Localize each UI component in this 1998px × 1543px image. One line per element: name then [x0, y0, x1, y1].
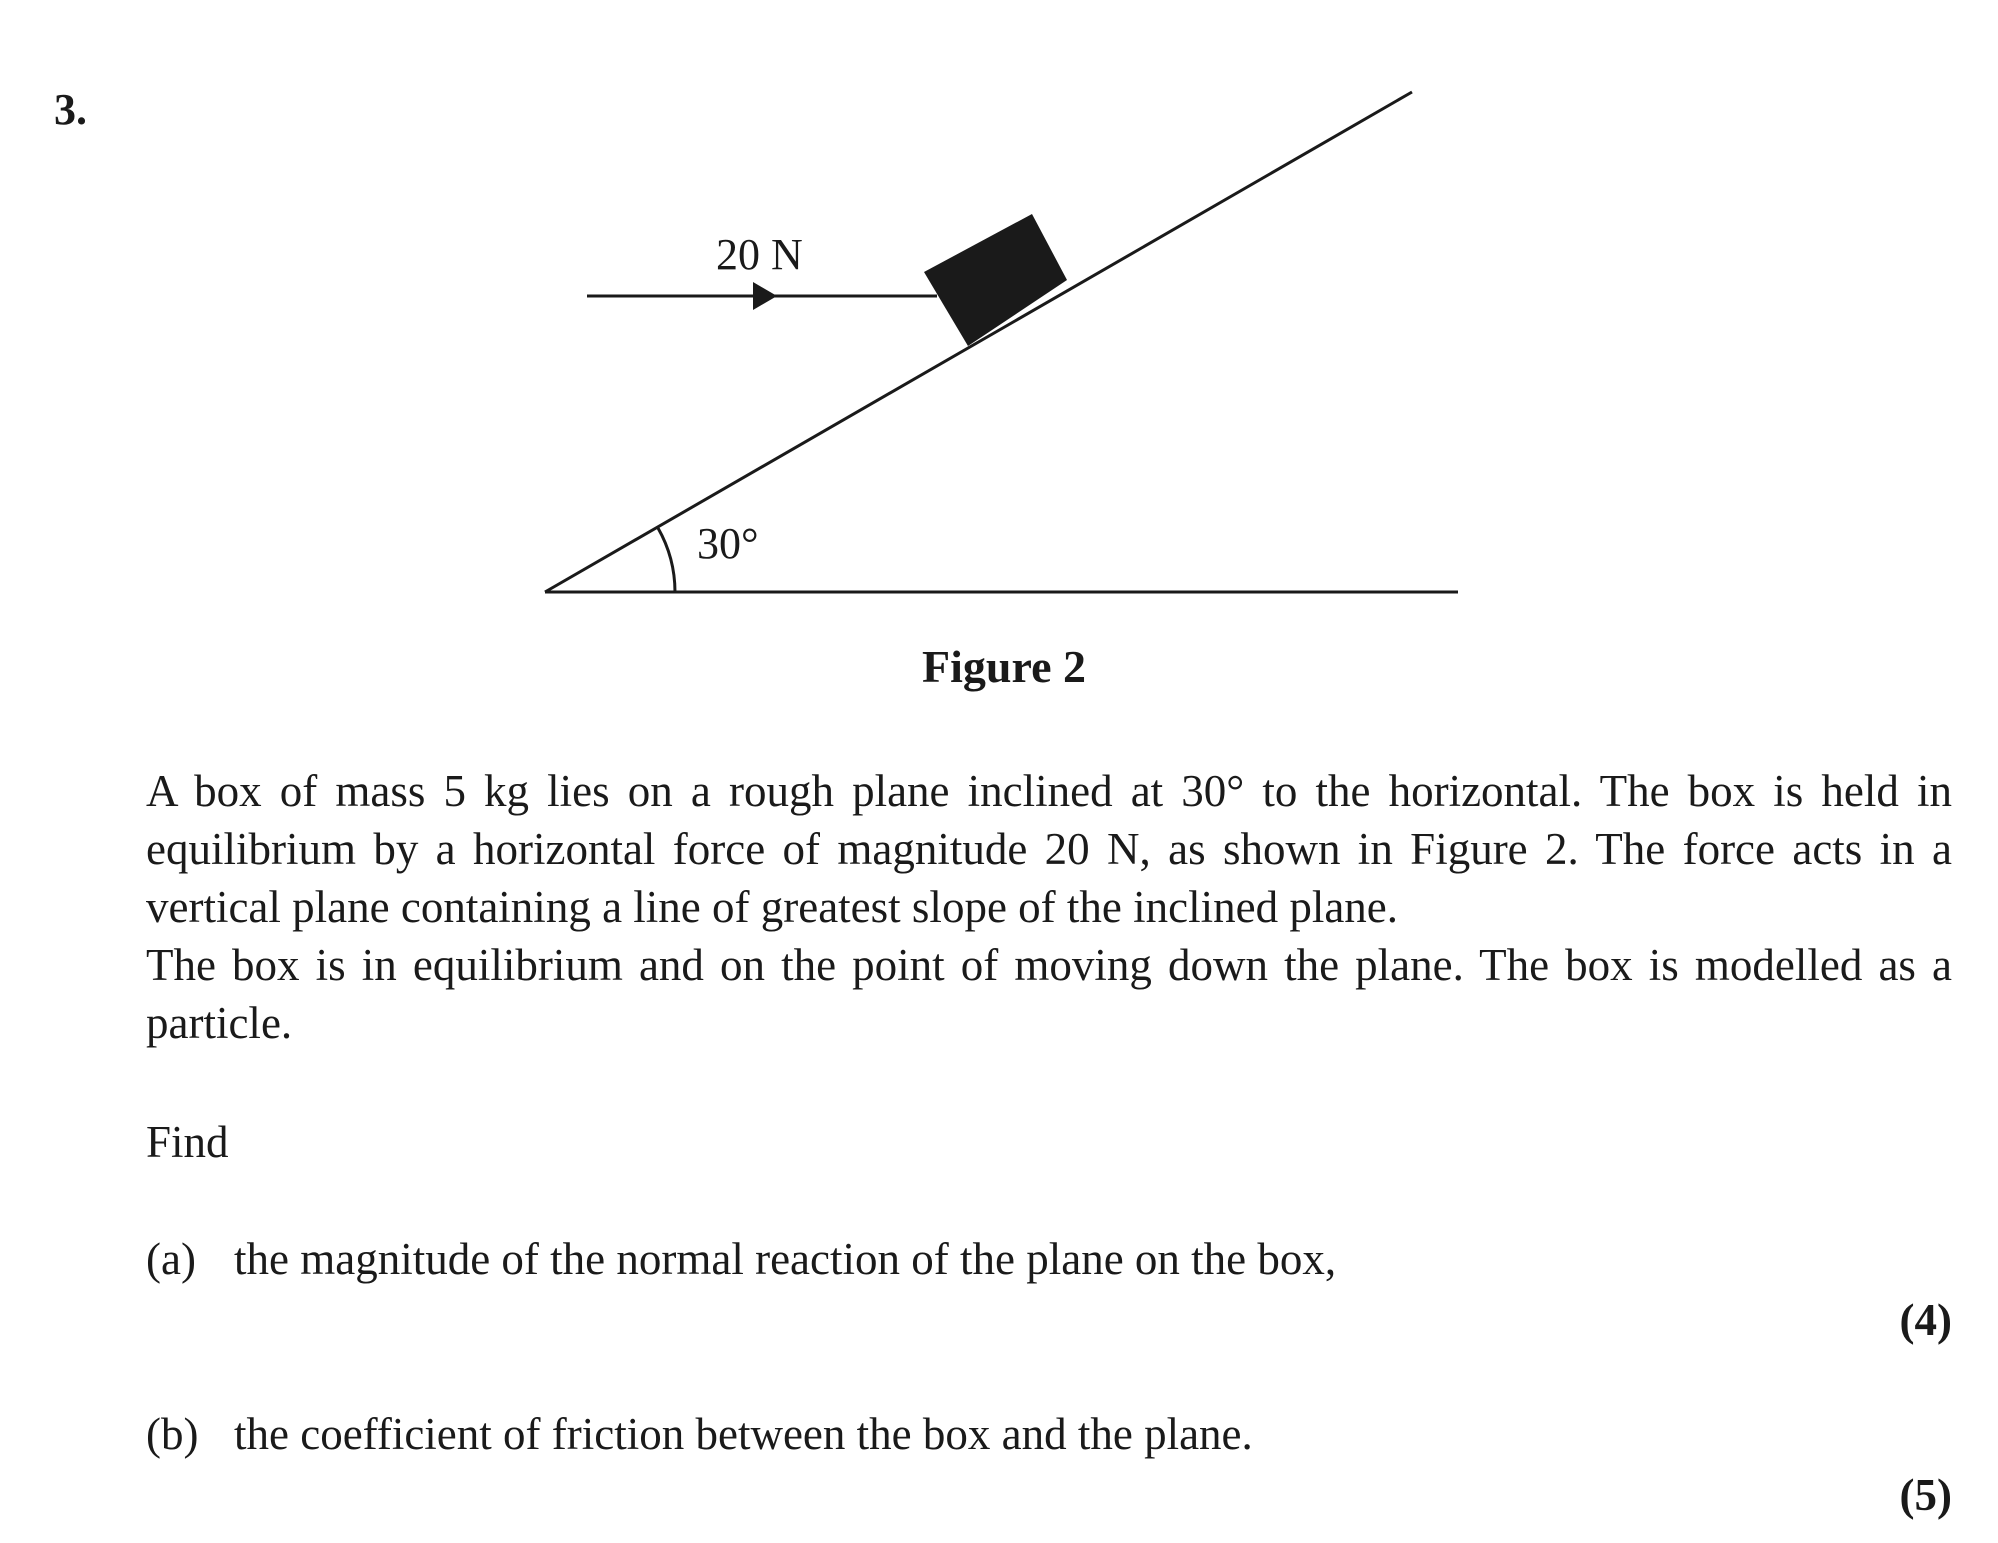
- part-b-marks: (5): [1899, 1470, 1952, 1520]
- box: [924, 214, 1067, 346]
- inclined-plane-figure: [0, 0, 1998, 640]
- force-arrow-head: [753, 282, 777, 310]
- question-paragraph-2: The box is in equilibrium and on the point of moving down the plane. The box is modelled as a particle.: [146, 940, 1952, 1048]
- incline-line: [545, 92, 1412, 592]
- part-b-label: (b): [146, 1409, 199, 1459]
- angle-label: 30°: [697, 519, 759, 568]
- part-b-text: the coefficient of friction between the box and the plane.: [234, 1409, 1253, 1459]
- figure-caption: Figure 2: [922, 641, 1086, 692]
- force-label: 20 N: [716, 230, 803, 279]
- part-a-marks: (4): [1899, 1295, 1952, 1345]
- part-a-label: (a): [146, 1234, 196, 1284]
- question-paragraph-1: A box of mass 5 kg lies on a rough plane inclined at 30° to the horizontal. The box is held in equilibrium by a horizontal force of magnitude 20 N, as shown in Figure 2. The force acts in a vertical plane containing a line of greatest slope of the inclined plane.: [146, 766, 1952, 932]
- part-a-text: the magnitude of the normal reaction of the plane on the box,: [234, 1234, 1337, 1284]
- part-b: [146, 1409, 1253, 1459]
- question-number: 3.: [54, 85, 87, 134]
- angle-arc: [658, 528, 675, 592]
- part-a: [146, 1234, 1337, 1284]
- find-instruction: Find: [146, 1117, 229, 1167]
